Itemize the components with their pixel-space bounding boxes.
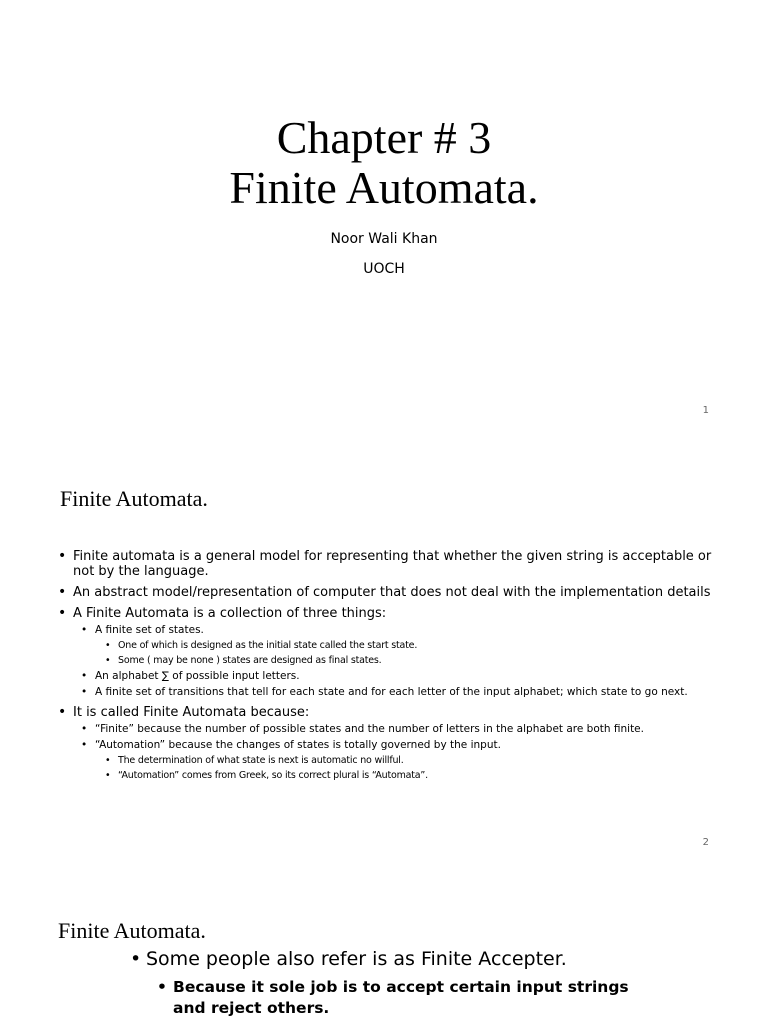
author-name: Noor Wali Khan bbox=[330, 231, 438, 247]
title-line-1: Chapter # 3 bbox=[276, 112, 492, 163]
list-item: • “Automation” comes from Greek, so its correct plural is “Automata”. bbox=[105, 769, 718, 782]
list-item: • “Finite” because the number of possible states and the number of letters in the alphabet are both finite. bbox=[81, 722, 718, 736]
list-item: • A Finite Automata is a collection of three things: bbox=[58, 606, 718, 621]
list-item: • Because it sole job is to accept certain input strings and reject others. bbox=[157, 977, 643, 1019]
list-item: • One of which is designed as the initial state called the start state. bbox=[105, 639, 718, 652]
title-line-2: Finite Automata. bbox=[229, 162, 539, 213]
list-item: • The determination of what state is next is automatic no willful. bbox=[105, 754, 718, 767]
list-item: • Finite automata is a general model for representing that whether the given string is acceptable or not by the language. bbox=[58, 549, 718, 579]
page-number: 1 bbox=[702, 405, 709, 416]
list-item: • A finite set of transitions that tell for each state and for each letter of the input alphabet; which state to go next. bbox=[81, 685, 718, 699]
list-item: • It is called Finite Automata because: bbox=[58, 705, 718, 720]
list-item: • “Automation” because the changes of states is totally governed by the input. bbox=[81, 738, 718, 752]
slide-3 bbox=[0, 864, 768, 1024]
slide-1 bbox=[0, 0, 768, 432]
page-number: 2 bbox=[702, 837, 709, 848]
slide-2 bbox=[0, 432, 768, 864]
list-item: • A finite set of states. bbox=[81, 623, 718, 637]
list-item: • Some people also refer is as Finite Accepter. bbox=[130, 948, 567, 970]
institution-name: UOCH bbox=[363, 261, 405, 277]
bullet-list bbox=[58, 549, 718, 784]
slide-3-title: Finite Automata. bbox=[58, 918, 206, 943]
list-item: • Some ( may be none ) states are designed as final states. bbox=[105, 654, 718, 667]
list-item: • An abstract model/representation of computer that does not deal with the implementation details bbox=[58, 585, 718, 600]
slide-1-title bbox=[0, 113, 768, 213]
list-item: • An alphabet ∑ of possible input letters. bbox=[81, 669, 718, 683]
slide-2-title: Finite Automata. bbox=[60, 486, 208, 511]
